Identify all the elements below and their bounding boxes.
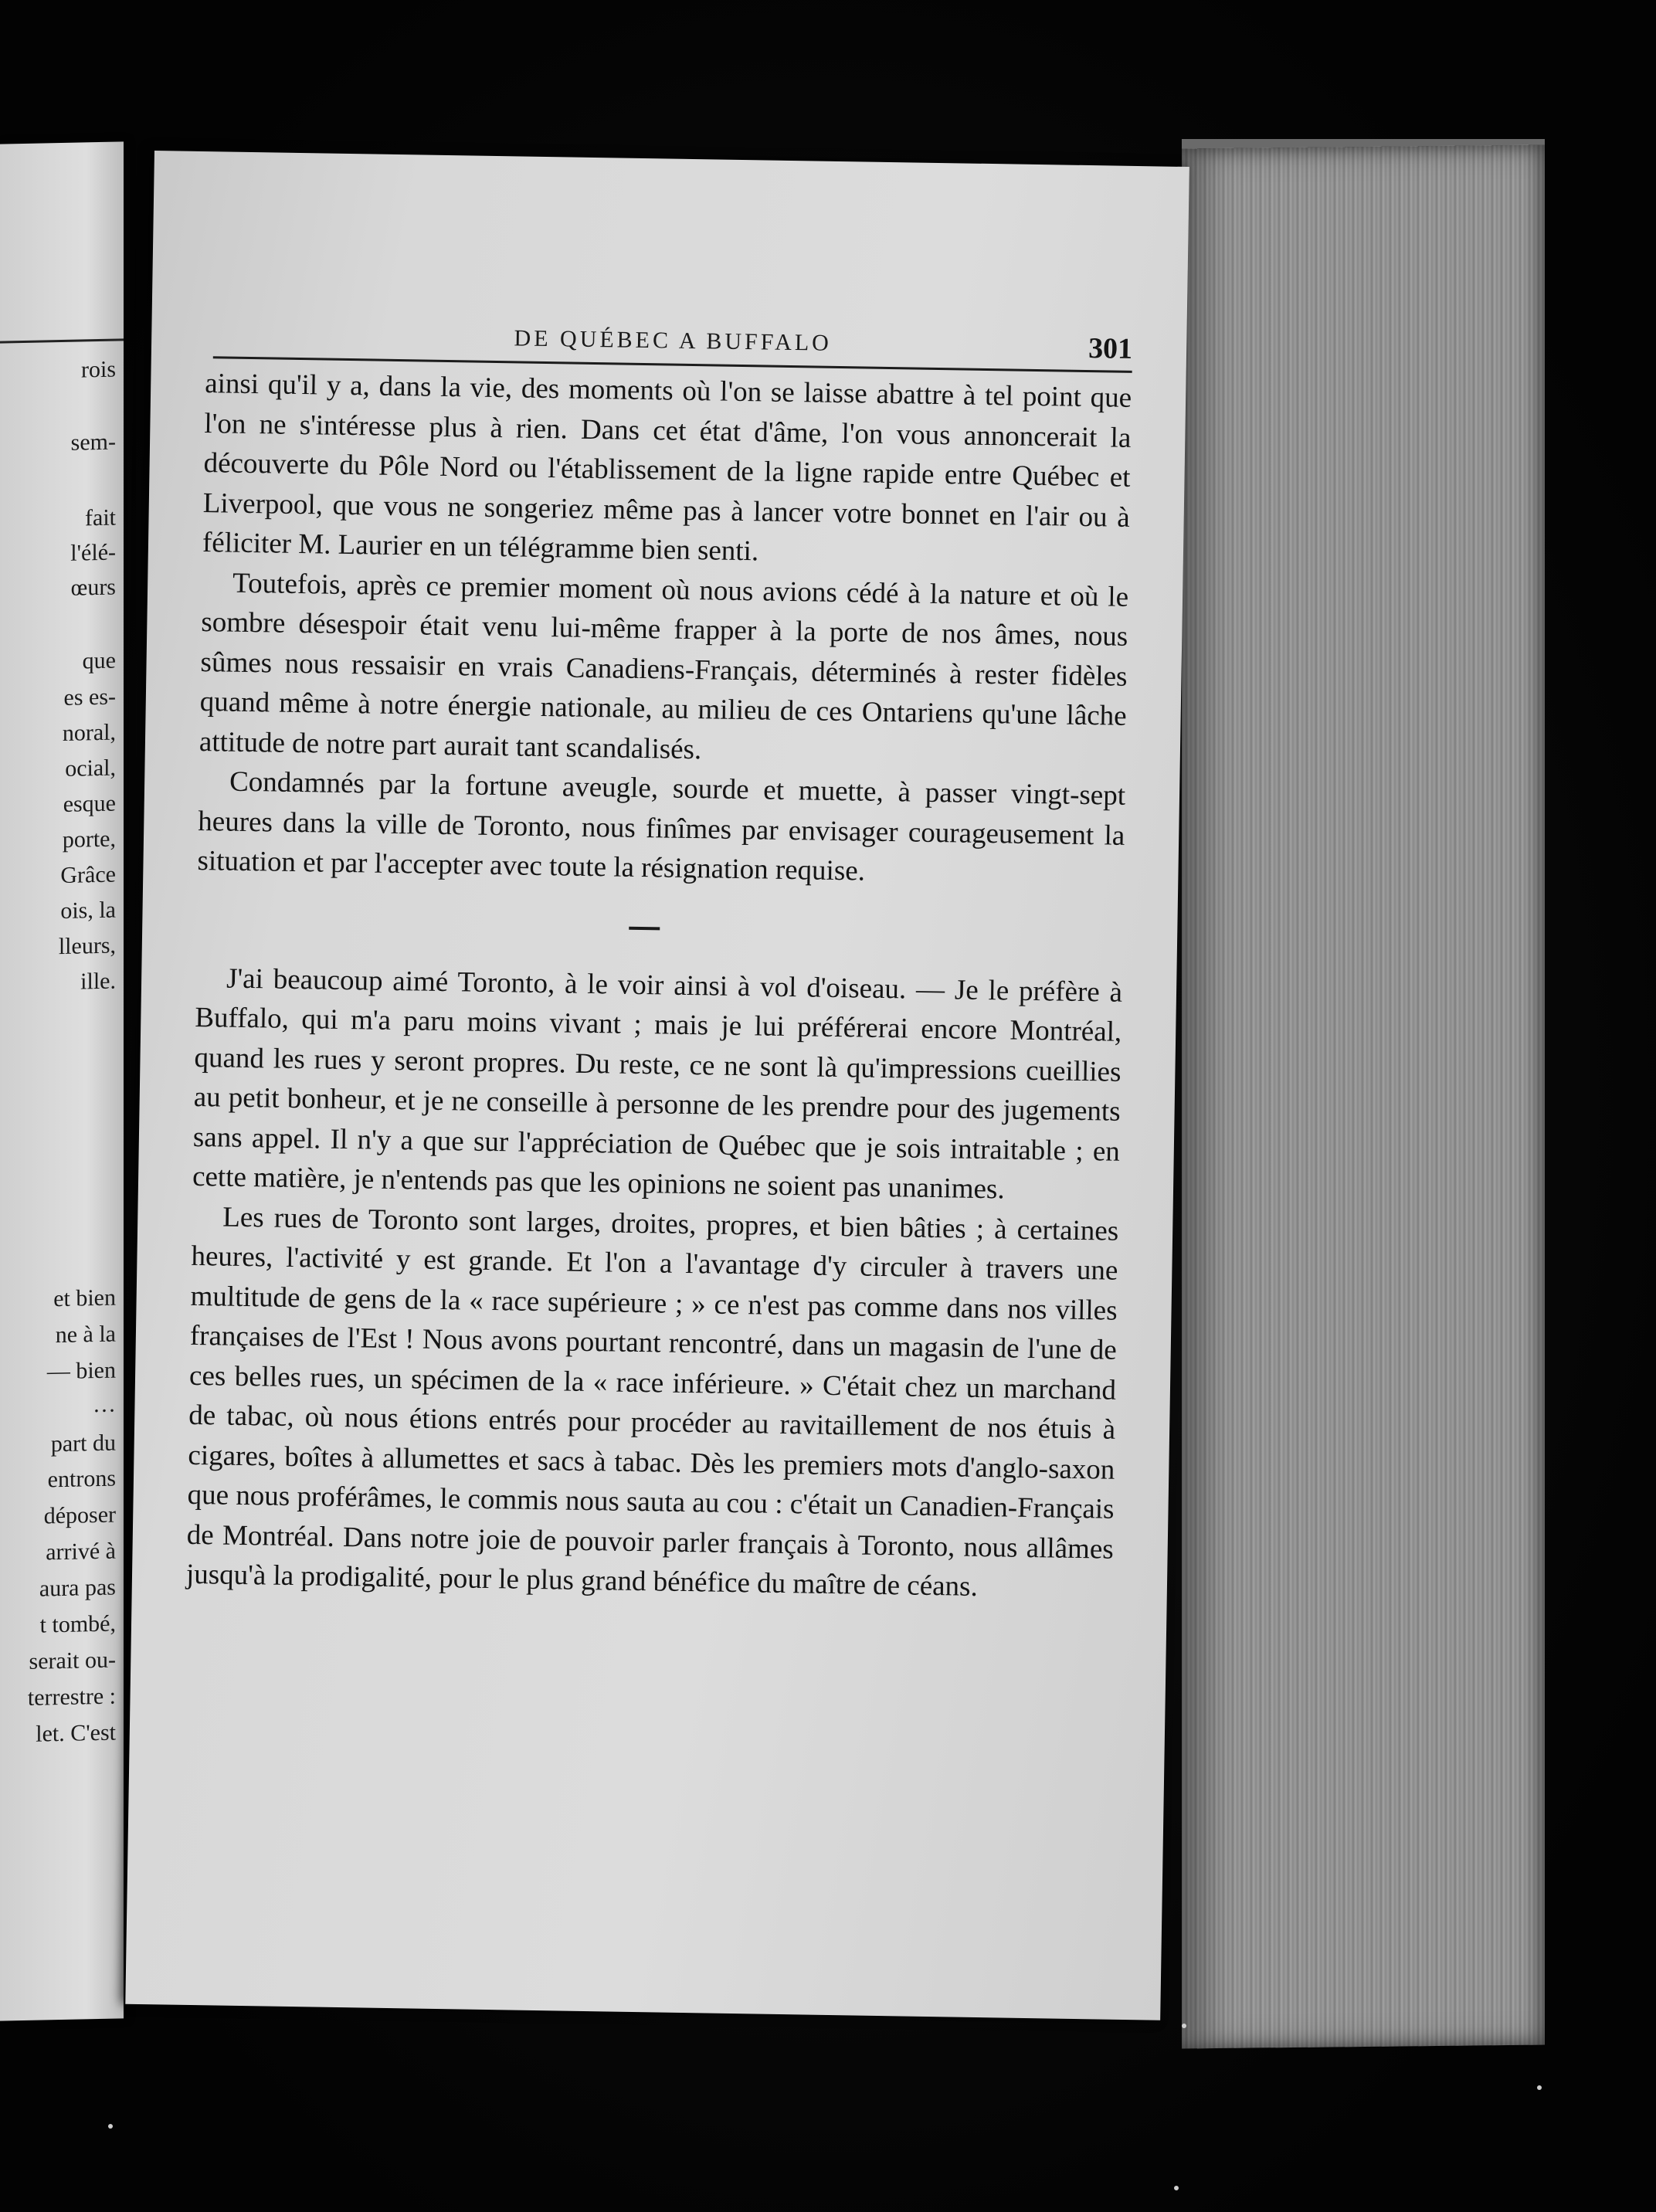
- paragraph: Les rues de Toronto sont larges, droites, propres, et bien bâties ; à certaines heures, l'activité y est grande. Et l'on a l'avantage d'y circuler à travers une multitude de gens de la « race supérieure ; » ce n'est pas comme dans nos villes françaises de l'Est ! Nous avons pourtant rencontré, dans un magasin de l'une de ces belles rues, un spécimen de la « race inférieure. » C'était chez un marchand de tabac, où nous étions entrés pour procéder au ravitaillement de nos étuis à cigares, boîtes à allumettes et sacs à tabac. Dès les premiers mots d'anglo-saxon que nous proférâmes, le commis nous sauta au cou : c'était un Canadien-Français de Montréal. Dans notre joie de pouvoir parler français à Toronto, nous allâmes jusqu'à la prodigalité, pour le plus grand bénéfice du maître de céans.: [185, 1201, 1119, 1603]
- left-fragment: …: [93, 1391, 116, 1418]
- paragraph: ainsi qu'il y a, dans la vie, des moments où l'on se laisse abattre à tel point que l'on ne s'intéresse plus à rien. Dans cet état d'âme, l'on vous annoncerait la découverte du Pôle Nord ou l'établissement de la ligne rapide entre Québec et Liverpool, que vous ne songeriez même pas à lancer votre bonnet en l'air ou à féliciter M. Laurier en un télégramme bien senti.: [202, 368, 1132, 568]
- section-dash: [629, 926, 660, 930]
- running-head: [213, 310, 1133, 373]
- dust-speck: [108, 2124, 113, 2129]
- running-title: DE QUÉBEC A BUFFALO: [514, 325, 833, 356]
- left-fragment: que: [82, 647, 116, 674]
- page-number: 301: [1088, 332, 1133, 365]
- left-fragment: porte,: [62, 826, 116, 853]
- left-fragment: ille.: [80, 968, 116, 995]
- left-fragment: ois, la: [60, 897, 116, 924]
- book-page: [125, 151, 1189, 2020]
- left-fragment: ne à la: [55, 1321, 116, 1349]
- previous-page-header-rule: [0, 338, 124, 343]
- section-separator: [196, 880, 1124, 972]
- left-fragment: terrestre :: [27, 1683, 116, 1711]
- left-fragment: let. C'est: [36, 1719, 116, 1747]
- left-fragment: déposer: [43, 1501, 116, 1529]
- left-fragment: es es-: [63, 684, 116, 711]
- page-edges-block: [1182, 145, 1545, 2049]
- left-fragment: sem-: [70, 429, 116, 456]
- paragraph: Condamnés par la fortune aveugle, sourde et muette, à passer vingt-sept heures dans la ville de Toronto, nous finîmes par envisager courageusement la situation et par l'accepter avec toute la résignation requise.: [197, 765, 1126, 887]
- dust-speck: [1174, 2186, 1179, 2190]
- left-fragment: part du: [50, 1430, 116, 1457]
- left-fragment: Grâce: [60, 861, 116, 889]
- left-fragment: t tombé,: [39, 1610, 116, 1638]
- page-body: [186, 364, 1132, 1609]
- left-fragment: serait ou-: [29, 1647, 116, 1674]
- left-fragment: ocial,: [65, 755, 116, 782]
- left-fragment: — bien: [46, 1357, 116, 1385]
- left-fragment: arrivé à: [46, 1538, 116, 1566]
- dust-speck: [1182, 2024, 1186, 2028]
- left-fragment: l'élé-: [70, 539, 116, 566]
- dust-speck: [1537, 2085, 1542, 2090]
- left-fragment: esque: [63, 790, 116, 817]
- left-fragment: rois: [81, 356, 116, 383]
- left-fragment: noral,: [62, 719, 116, 746]
- left-fragment: aura pas: [39, 1574, 116, 1602]
- left-fragment: lleurs,: [58, 932, 116, 960]
- paragraph: Toutefois, après ce premier moment où nous avions cédé à la nature et où le sombre désespoir était venu lui-même frapper à la porte de nos âmes, nous sûmes nous ressaisir en vrais Canadiens-Français, déterminés à rester fidèles quand même à notre énergie nationale, au milieu de ces Ontariens qu'une lâche attitude de notre part aurait tant scandalisés.: [199, 567, 1129, 765]
- left-fragment: œurs: [70, 574, 116, 601]
- previous-page-fragment: [0, 141, 124, 2020]
- paragraph: J'ai beaucoup aimé Toronto, à le voir ainsi à vol d'oiseau. — Je le préfère à Buffalo, qui m'a paru moins vivant ; mais je lui préférerai encore Montréal, quand les rues y seront propres. Du reste, ce ne sont là qu'impressions cueillies au petit bonheur, et je ne conseille à personne de les prendre pour des jugements sans appel. Il n'y a que sur l'appréciation de Québec que je sois intraitable ; en cette matière, je n'entends pas que les opinions ne soient pas unanimes.: [192, 962, 1123, 1206]
- left-fragment: entrons: [47, 1465, 116, 1493]
- left-fragment: fait: [85, 504, 116, 531]
- left-fragment: et bien: [53, 1284, 116, 1312]
